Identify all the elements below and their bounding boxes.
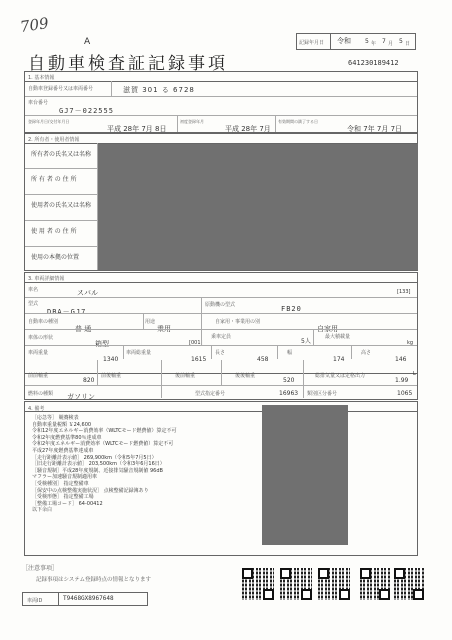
notes-text: 記録事項はシステム登録時点の情報となります <box>36 577 151 583</box>
record-date-label: 記録年月日 <box>299 40 325 46</box>
user-name-label: 使用者の氏名又は名称 <box>31 202 92 209</box>
front-front-axle-weight: 820 <box>83 377 95 384</box>
user-address-label: 使 用 者 の 住 所 <box>31 228 77 235</box>
body-shape-code: [001] <box>189 340 203 346</box>
record-date-box: 記録年月日 令和 5 年 7 月 5 日 <box>296 33 416 50</box>
notes-heading: ［注意事項］ <box>22 565 59 572</box>
remark-line: ［整備工場コード］ 64-00412 <box>32 500 103 507</box>
car-id-box <box>22 592 148 606</box>
vehicle-height: 146 <box>395 356 407 363</box>
section-3-heading: 3. 車両詳細情報 <box>28 276 65 282</box>
registration-number-label: 自動車登録番号又は車両番号 <box>28 86 94 92</box>
qr-code-4 <box>360 568 390 600</box>
body-shape: 箱型 <box>95 340 109 348</box>
remark-line: ［応急等］ 競賽検表 <box>32 415 79 421</box>
remark-line: マフラー加速騒音規制適用車 <box>32 474 98 481</box>
owner-address-label: 所 有 者 の 住 所 <box>31 176 77 183</box>
document-title: 自動車検査証記録事項 <box>28 54 228 74</box>
vehicle-kind: 普 通 <box>75 325 92 333</box>
private-business: 自家用 <box>317 325 338 333</box>
remarks-section <box>24 401 418 556</box>
remark-line: ［旧走行距離計表示値］ 203,500km（令和3年6月16日） <box>32 461 165 468</box>
owner-name-label: 所有者の氏名又は名称 <box>31 151 92 158</box>
record-date-month: 7 <box>382 38 386 45</box>
section-2-heading: 2. 所有者・使用者情報 <box>28 137 80 143</box>
vehicle-width: 174 <box>333 356 345 363</box>
maker-code: [133] <box>397 289 411 295</box>
remark-line: 平成27年度燃費基準達成車 <box>32 447 94 454</box>
redacted-owner-info <box>98 144 418 270</box>
remark-line: 以下余白 <box>32 507 53 514</box>
base-location-label: 使用の本拠の位置 <box>31 254 80 261</box>
remark-line: ［保安中の点検整備実施状況］ 点検整備記録簿あり <box>32 487 149 494</box>
chassis-number-label: 車台番号 <box>28 100 49 106</box>
vehicle-use: 乗用 <box>157 325 171 333</box>
type-approval-number: 16963 <box>279 390 299 397</box>
first-registration-month: 平成 28年 7月 <box>225 125 271 133</box>
grade-mark: A <box>84 37 91 47</box>
basic-info-section <box>24 71 418 133</box>
classification-number: 1065 <box>397 390 413 397</box>
vehicle-details-lower: 前前軸重 820 前後軸重 後前軸重 後後軸重 520 総排気量又は定格出力 1.99 L 燃料の種類 ガソリン 型式指定番号 16963 類別区分番号 1065 <box>24 360 418 400</box>
remark-line: ［受検形態］ 指定整備工場 <box>32 494 94 501</box>
remark-line: 自動車重量税額 ￥24,600 <box>32 421 92 428</box>
qr-code-1 <box>242 568 274 600</box>
first-registration-label: 初度登録年月 <box>180 119 205 125</box>
record-date-year: 5 <box>365 38 369 45</box>
remark-line: ［騒音規制］平成28年度規制、近接排気騒音規制値 96dB <box>32 467 163 474</box>
maker-name: スバル <box>77 289 98 297</box>
registration-number: 滋賀 301 る 6728 <box>123 86 195 94</box>
fuel-type: ガソリン <box>67 393 95 401</box>
registration-date: 平成 28年 7月 8日 <box>107 125 167 133</box>
record-date-era: 令和 <box>337 37 351 45</box>
remark-line: 令和2年度エネルギー消費効率（WLTCモード燃費値）算定不可 <box>32 441 174 448</box>
qr-code-3 <box>318 568 350 600</box>
engine-model: FB20 <box>281 305 302 313</box>
qr-code-2 <box>280 568 312 600</box>
car-id-label: 車両ID <box>27 598 43 604</box>
seating-capacity: 5人 <box>301 338 311 345</box>
redacted-remarks <box>262 405 348 545</box>
rear-rear-axle-weight: 520 <box>283 377 295 384</box>
qr-code-5 <box>394 568 424 600</box>
section-4-heading: 4. 備考 <box>28 406 45 412</box>
car-id-value: T9468GX8967648 <box>63 595 114 602</box>
gross-weight: 1615 <box>191 356 207 363</box>
remark-line: ［走行距離計表示値］ 269,900km（令和5年7月5日） <box>32 454 157 461</box>
vehicle-details-section: 3. 車両詳細情報 車名 スバル [133] 型式 DBA－GJ7 原動機の型式 FB20 自動車の種別 普 通 用途 乗用 自家用・事業用の別 自家用 車体の形状 箱型 [001] 乗車定員 5人 最大積載量 kg 車両重量 1340 車両総重量 1615 長さ 458 幅 174 高さ 146 <box>24 272 418 374</box>
handwritten-mark: 709 <box>18 14 50 36</box>
section-1-heading: 1. 基本情報 <box>28 75 55 81</box>
registration-date-label: 登録年月日/交付年月日 <box>28 119 70 125</box>
record-date-day: 5 <box>399 38 403 45</box>
remark-line: ［受検種別］ 指定整備車 <box>32 480 89 487</box>
model-code: DBA－GJ7 <box>47 308 87 316</box>
serial-number: 641230189412 <box>348 59 399 67</box>
vehicle-length: 458 <box>257 356 269 363</box>
expiry-date: 令和 7年 7月 7日 <box>347 125 403 133</box>
remark-line: 令和2年度燃費基準80％達成車 <box>32 434 102 441</box>
remark-line: 令和12年度エネルギー消費効率（WLTCモード燃費値）算定不可 <box>32 428 177 435</box>
engine-displacement: 1.99 <box>395 377 409 384</box>
expiry-date-label: 有効期間の満了する日 <box>278 119 319 125</box>
vehicle-weight: 1340 <box>103 356 119 363</box>
chassis-number: GJ7－022555 <box>59 107 114 115</box>
remarks-list <box>32 416 272 515</box>
